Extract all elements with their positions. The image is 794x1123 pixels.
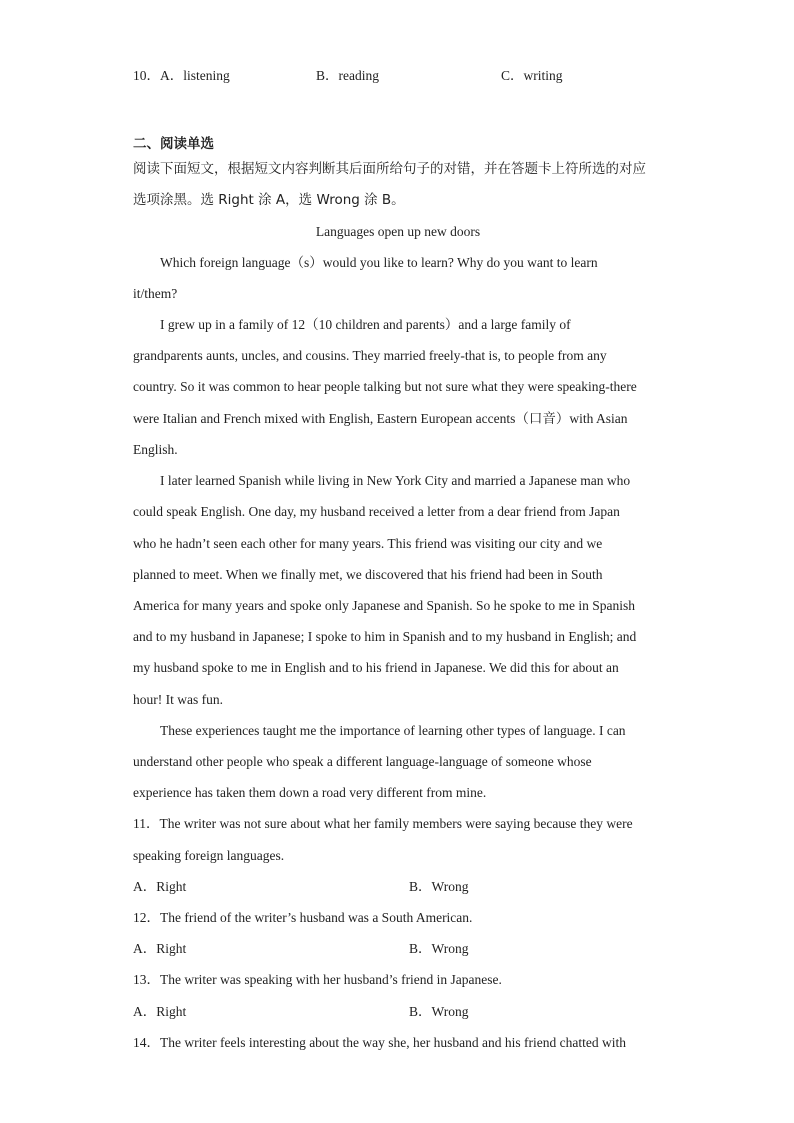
question-13-option-a: A．Right	[133, 1004, 187, 1019]
q10-option-c: C．writing	[501, 68, 563, 83]
section-heading: 二、阅读单选	[133, 136, 214, 152]
passage-line: Which foreign language（s）would you like to learn? Why do you want to learn	[160, 255, 598, 270]
passage-line: who he hadn’t seen each other for many years. This friend was visiting our city and we	[133, 536, 603, 551]
passage-line: country. So it was common to hear people talking but not sure what they were speaking-there	[133, 379, 637, 394]
passage-line: hour! It was fun.	[133, 692, 223, 707]
question-11-option-b: B．Wrong	[409, 879, 469, 894]
question-12-text: 12．The friend of the writer’s husband was a South American.	[133, 910, 473, 925]
section-instruction-line-2: 选项涂黑。选 Right 涂 A，选 Wrong 涂 B。	[133, 192, 405, 208]
passage-line: experience has taken them down a road very different from mine.	[133, 785, 487, 800]
question-11-option-a: A．Right	[133, 879, 187, 894]
q10-option-b: B．reading	[316, 68, 379, 83]
passage-line: and to my husband in Japanese; I spoke to him in Spanish and to my husband in English; and	[133, 629, 637, 644]
q10-number: 10．	[133, 68, 160, 83]
section-instruction-line-1: 阅读下面短文，根据短文内容判断其后面所给句子的对错，并在答题卡上符所选的对应	[133, 161, 646, 177]
passage-line: grandparents aunts, uncles, and cousins. They married freely-that is, to people from any	[133, 348, 607, 363]
passage-line: it/them?	[133, 286, 178, 301]
passage-line: I grew up in a family of 12（10 children and parents）and a large family of	[160, 317, 571, 332]
passage-line: These experiences taught me the importance of learning other types of language. I can	[160, 723, 626, 738]
q10-option-a: A．listening	[160, 68, 230, 83]
question-11-text: 11．The writer was not sure about what her family members were saying because they were	[133, 816, 633, 831]
passage-line: I later learned Spanish while living in New York City and married a Japanese man who	[160, 473, 631, 488]
passage-line: could speak English. One day, my husband received a letter from a dear friend from Japan	[133, 504, 620, 519]
passage-line: my husband spoke to me in English and to his friend in Japanese. We did this for about an	[133, 660, 619, 675]
passage-line: understand other people who speak a different language-language of someone whose	[133, 754, 592, 769]
passage-line: English.	[133, 442, 178, 457]
question-14-text: 14．The writer feels interesting about the way she, her husband and his friend chatted with	[133, 1035, 626, 1050]
question-13-text: 13．The writer was speaking with her husband’s friend in Japanese.	[133, 972, 502, 987]
passage-title: Languages open up new doors	[315, 224, 481, 239]
passage-line: America for many years and spoke only Japanese and Spanish. So he spoke to me in Spanish	[133, 598, 636, 613]
question-12-option-a: A．Right	[133, 941, 187, 956]
passage-line: planned to meet. When we finally met, we discovered that his friend had been in South	[133, 567, 603, 582]
question-13-option-b: B．Wrong	[409, 1004, 469, 1019]
question-12-option-b: B．Wrong	[409, 941, 469, 956]
passage-line: were Italian and French mixed with English, Eastern European accents（口音）with Asian	[133, 411, 628, 426]
question-11-text-cont: speaking foreign languages.	[133, 848, 285, 863]
